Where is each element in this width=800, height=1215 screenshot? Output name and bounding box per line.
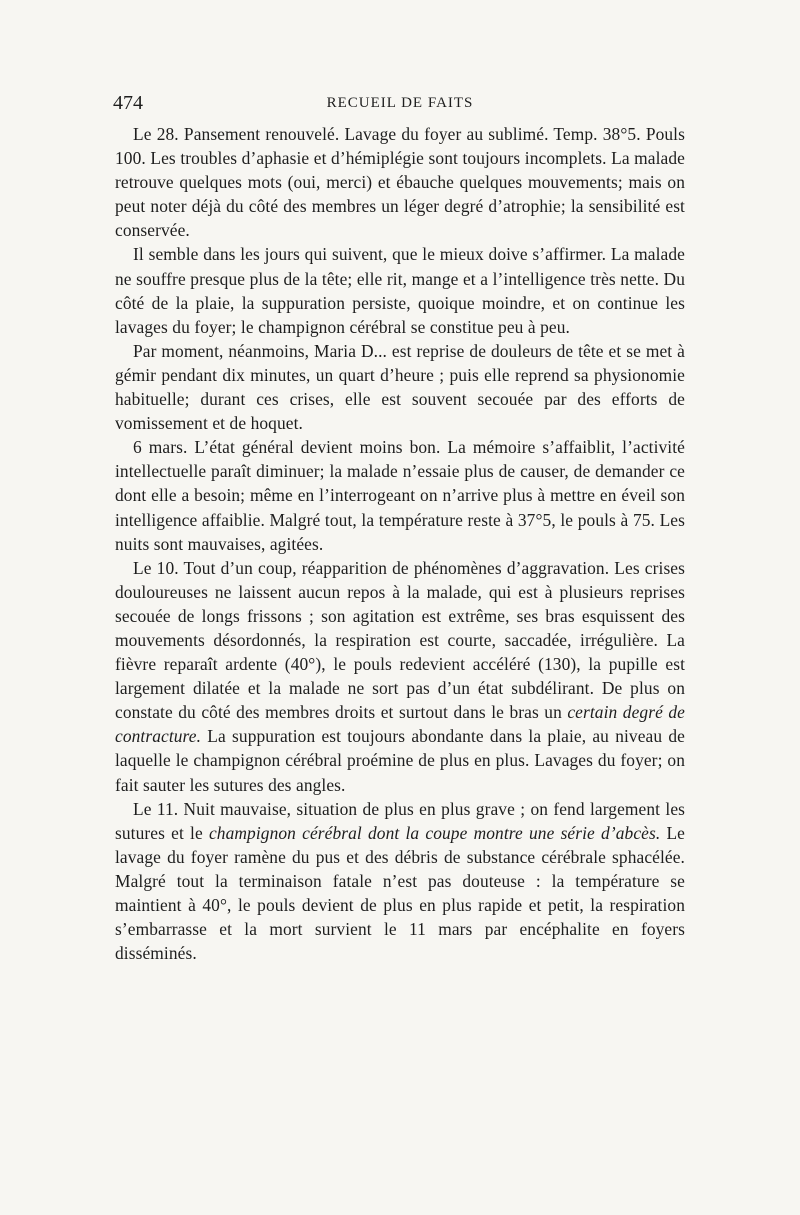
- paragraph-p6: [115, 797, 685, 966]
- italic-phrase: champignon cérébral dont la coupe montre une série d’abcès.: [208, 822, 661, 843]
- text-run: Le 10. Tout d’un coup, réapparition de phénomènes d’aggravation. Les crises douloureuses ne laissent aucun repos à la malade, qui est à plusieurs reprises secouée de longs frissons ; son agitation est extrême, ses bras esquissent des mouvements désordonnés, la respiration est courte, saccadée, irrégulière. La fièvre reparaît ardente (40°), le pouls redevient accéléré (130), la pupille est largement dilatée et la malade ne sort pas d’un état subdélirant. De plus on constate du côté des membres droits et surtout dans le bras un: [115, 557, 685, 723]
- text-run: Le lavage du foyer ramène du pus et des débris de substance cérébrale sphacélée. Malgré tout la terminaison fatale n’est pas douteuse : la température se maintient à 40°, le pouls devient de plus en plus rapide et petit, la respiration s’embarrasse et la mort survient le 11 mars par encéphalite en foyers disséminés.: [115, 822, 685, 964]
- paragraph-p5: [115, 556, 685, 797]
- text-run: Par moment, néanmoins, Maria D... est reprise de douleurs de tête et se met à gémir pendant dix minutes, un quart d’heure ; puis elle reprend sa physionomie habituelle; durant ces crises, elle est souvent secouée par des efforts de vomissement et de hoquet.: [115, 340, 685, 434]
- page-header: [115, 92, 685, 122]
- running-title: RECUEIL DE FAITS: [326, 95, 474, 111]
- paragraph-p3: [115, 339, 685, 435]
- paragraph-p4: [115, 435, 685, 555]
- paragraph-p1: [115, 122, 685, 242]
- text-run: Il semble dans les jours qui suivent, que le mieux doive s’affirmer. La malade ne souffre presque plus de la tête; elle rit, mange et a l’intelligence très nette. Du côté de la plaie, la suppuration persiste, quoique moindre, et on continue les lavages du foyer; le champignon cérébral se constitue peu à peu.: [115, 244, 685, 337]
- text-run: Le 28. Pansement renouvelé. Lavage du foyer au sublimé. Temp. 38°5. Pouls 100. Les troubles d’aphasie et d’hémiplégie sont toujours incomplets. La malade retrouve quelques mots (oui, merci) et ébauche quelques mouvements; mais on peut noter déjà du côté des membres un léger degré d’atrophie; la sensibilité est conservée.: [115, 124, 685, 241]
- italic-phrase: certain degré de contracture.: [115, 702, 685, 747]
- body-text: [115, 122, 685, 965]
- paragraph-p2: [115, 242, 685, 338]
- text-run: 6 mars. L’état général devient moins bon. La mémoire s’affaiblit, l’activité intellectuelle paraît diminuer; la malade n’essaie plus de causer, de demander ce dont elle a besoin; même en l’interrogeant on n’arrive plus à mettre en éveil son intelligence affaiblie. Malgré tout, la température reste à 37°5, le pouls à 75. Les nuits sont mauvaises, agitées.: [115, 437, 685, 554]
- text-run: La suppuration est toujours abondante dans la plaie, au niveau de laquelle le champignon cérébral proémine de plus en plus. Lavages du foyer; on fait sauter les sutures des angles.: [115, 726, 685, 795]
- text-run: Le 11. Nuit mauvaise, situation de plus en plus grave ; on fend largement les sutures et le: [115, 798, 685, 843]
- book-page: [115, 92, 685, 965]
- page-number: 474: [113, 92, 143, 114]
